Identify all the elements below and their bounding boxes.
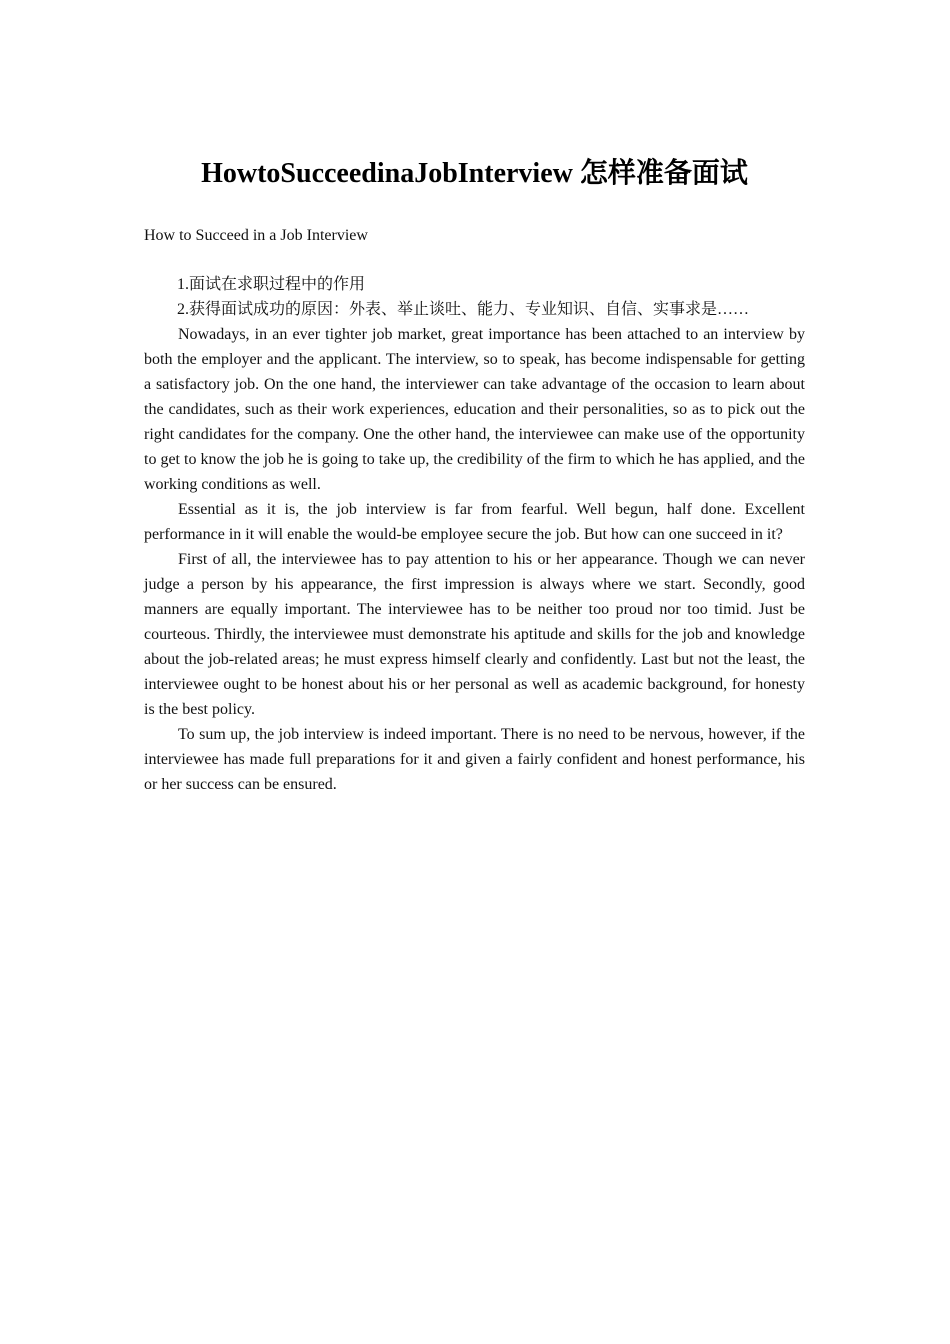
body-paragraph: Essential as it is, the job interview is far from fearful. Well begun, half done. Excellent performance in it will enable the would-be employee secure the job. But how can one succeed in it? <box>144 501 805 543</box>
body-paragraph: To sum up, the job interview is indeed important. There is no need to be nervous, however, if the interviewee has made full preparations for it and given a fairly confident and honest performance, his or her success can be ensured. <box>144 726 805 793</box>
document-title: HowtoSucceedinaJobInterview 怎样准备面试 <box>201 158 748 189</box>
body-paragraph: Nowadays, in an ever tighter job market, great importance has been attached to an interview by both the employer and the applicant. The interview, so to speak, has become indispensable for getting a satisfactory job. On the one hand, the interviewer can take advantage of the occasion to learn about the candidates, such as their work experiences, education and their personalities, so as to pick out the right candidates for the company. One the other hand, the interviewee can make use of the opportunity to get to know the job he is going to take up, the credibility of the firm to which he has applied, and the working conditions as well. <box>144 326 805 493</box>
document-page <box>144 150 805 797</box>
outline-item: 2.获得面试成功的原因：外表、举止谈吐、能力、专业知识、自信、实事求是…… <box>177 301 750 318</box>
body-paragraph: First of all, the interviewee has to pay attention to his or her appearance. Though we can never judge a person by his appearance, the first impression is always where we start. Secondly, good manners are equally important. The interviewee has to be neither too proud nor too timid. Just be courteous. Thirdly, the interviewee must demonstrate his aptitude and skills for the job and knowledge about the job-related areas; he must express himself clearly and confidently. Last but not the least, the interviewee ought to be honest about his or her personal as well as academic background, for honesty is the best policy. <box>144 551 805 718</box>
outline-item: 1.面试在求职过程中的作用 <box>177 276 366 293</box>
document-subtitle: How to Succeed in a Job Interview <box>144 227 368 244</box>
outline-list <box>144 272 805 322</box>
